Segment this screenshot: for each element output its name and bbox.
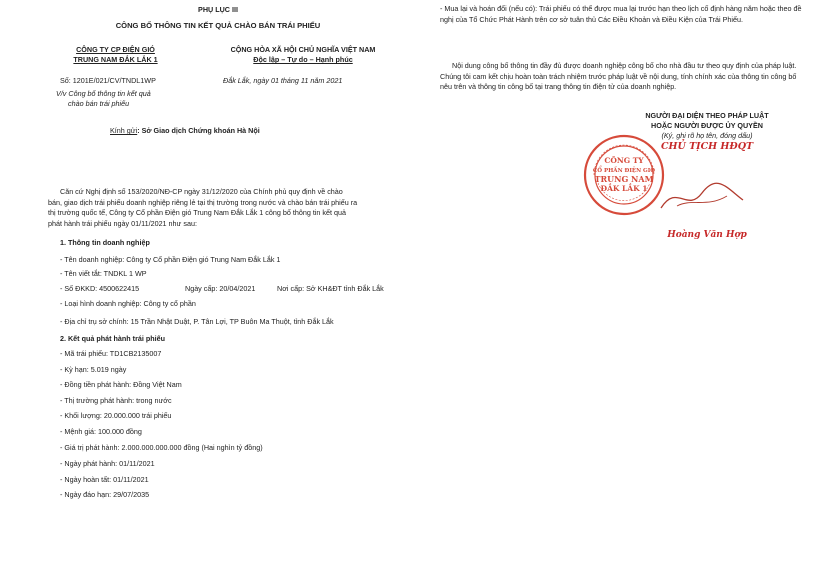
place-date: Đắk Lắk, ngày 01 tháng 11 năm 2021 [223,76,343,85]
bond-issue-date: - Ngày phát hành: 01/11/2021 [60,459,155,468]
svg-text:TRUNG NAM: TRUNG NAM [594,174,654,184]
bond-par-value: - Mệnh giá: 100.000 đồng [60,427,142,436]
bond-issue-value: - Giá trị phát hành: 2.000.000.000.000 đồng (Hai nghìn tỷ đồng) [60,443,263,452]
company-type-item: - Loại hình doanh nghiệp: Công ty cổ phần [60,299,196,308]
buyback-paragraph: - Mua lại và hoán đổi (nếu có): Trái phiếu có thể được mua lại trước hạn theo lịch cố định hàng năm hoặc theo đề nghị của Tổ Chức Phát Hành trên cơ sở tuân thủ Các Điều Khoản và Điều Kiện của Trái Phiếu. [440,4,802,24]
bond-market: - Thị trường phát hành: trong nước [60,396,172,405]
chairman-title: CHỦ TỊCH HĐQT [660,141,754,152]
signer-name: Hoàng Văn Hợp [667,230,747,240]
registration-number: - Số ĐKKD: 4500622415 [60,284,140,293]
subject-line2: chào bán trái phiếu [68,99,130,108]
svg-text:CÔNG TY: CÔNG TY [604,156,644,165]
representative-line1: NGƯỜI ĐẠI DIỆN THEO PHÁP LUẬT [645,111,769,120]
subject-line1: V/v Công bố thông tin kết quả [56,89,151,98]
commitment-paragraph: Nội dung công bố thông tin đầy đủ được doanh nghiệp công bố cho nhà đầu tư theo quy định của pháp luật. Chúng tôi cam kết chịu hoàn toàn trách nhiệm trước pháp luật về nội dung, tính chính xác của thông tin công bố nêu trên và thông tin công bố tại trang thông tin điện tử của doanh nghiệp. [440,61,797,91]
bond-volume: - Khối lượng: 20.000.000 trái phiếu [60,411,172,420]
company-name-line1: CÔNG TY CP ĐIỆN GIÓ [76,45,155,54]
bond-term: - Kỳ hạn: 5.019 ngày [60,365,127,374]
short-name-item: - Tên viết tắt: TNDKL 1 WP [60,269,147,278]
appendix-label: PHỤ LỤC III [198,5,238,14]
signature-icon [657,178,747,218]
intro-paragraph: Căn cứ Nghị định số 153/2020/NĐ-CP ngày 31/12/2020 của Chính phủ quy định về chào bán, giao dịch trái phiếu doanh nghiệp riêng lẻ tại thị trường trong nước và chào bán trái phiếu ra thị trường quốc tế, Công ty Cổ phần Điện gió Trung Nam Đắk Lắk 1 công bố thông tin kết quả phát hành trái phiếu ngày 01/11/2021 như sau: [48,187,358,228]
representative-line2: HOẶC NGƯỜI ĐƯỢC ỦY QUYỀN [651,121,763,130]
svg-text:CỔ PHẦN ĐIỆN GIÓ: CỔ PHẦN ĐIỆN GIÓ [592,168,656,174]
recipient-label: Kính gửi [110,126,138,135]
bond-maturity-date: - Ngày đáo hạn: 29/07/2035 [60,490,150,499]
left-page [48,0,420,563]
registration-date: Ngày cấp: 20/04/2021 [185,284,256,293]
bond-code: - Mã trái phiếu: TD1CB2135007 [60,349,162,358]
recipient [110,126,260,135]
document-number: Số: 1201E/021/CV/TNDL1WP [60,76,156,85]
section-bond-result: 2. Kết quả phát hành trái phiếu [60,334,166,343]
bond-completion-date: - Ngày hoàn tất: 01/11/2021 [60,475,149,484]
section-company-info: 1. Thông tin doanh nghiệp [60,238,150,247]
republic-heading: CỘNG HÒA XÃ HỘI CHỦ NGHĨA VIỆT NAM [230,45,376,54]
svg-text:ĐẮK LẮK 1: ĐẮK LẮK 1 [600,184,648,193]
motto: Độc lập – Tự do – Hạnh phúc [253,55,353,64]
registration-place: Nơi cấp: Sở KH&ĐT tỉnh Đắk Lắk [277,284,384,293]
bond-currency: - Đồng tiền phát hành: Đồng Việt Nam [60,380,182,389]
right-page [432,0,818,563]
seal-icon [582,133,666,217]
company-name-line2: TRUNG NAM ĐẮK LẮK 1 [73,55,158,64]
company-seal [582,133,666,217]
document-title: CÔNG BỐ THÔNG TIN KẾT QUẢ CHÀO BÁN TRÁI PHIẾU [115,21,321,30]
signature-mark [657,178,747,223]
signature-note: (Ký, ghi rõ họ tên, đóng dấu) [661,131,753,140]
recipient-name: : Sở Giao dịch Chứng khoán Hà Nội [137,126,260,135]
head-office-item: - Địa chỉ trụ sở chính: 15 Trần Nhật Duật, P. Tân Lợi, TP Buôn Ma Thuột, tỉnh Đắk Lắk [60,317,334,326]
company-name-item: - Tên doanh nghiệp: Công ty Cổ phần Điện gió Trung Nam Đắk Lắk 1 [60,255,281,264]
